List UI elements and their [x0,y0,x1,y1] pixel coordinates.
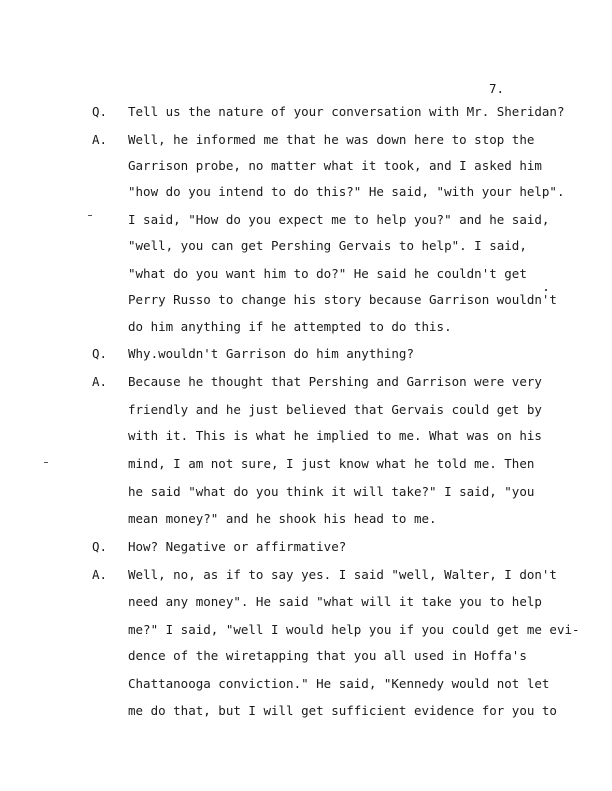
transcript-line [0,594,612,612]
line-text: Tell us the nature of your conversation with Mr. Sheridan? [128,104,565,119]
line-text: me do that, but I will get sufficient evidence for you to [128,703,557,718]
line-text: I said, "How do you expect me to help you?" and he said, [128,212,550,227]
scan-speck [545,289,547,291]
transcript-line [0,346,612,364]
transcript-line [0,567,612,585]
transcript-line [0,539,612,557]
line-text: "well, you can get Pershing Gervais to help". I said, [128,238,527,253]
speaker-label: A. [92,567,108,582]
line-text: Well, no, as if to say yes. I said "well, Walter, I don't [128,567,557,582]
line-text: Garrison probe, no matter what it took, and I asked him [128,158,542,173]
transcript-line [0,104,612,122]
speaker-label: Q. [92,104,108,119]
line-text: Why.wouldn't Garrison do him anything? [128,346,414,361]
line-text: me?" I said, "well I would help you if you could get me evi- [128,622,580,637]
line-text: Chattanooga conviction." He said, "Kennedy would not let [128,676,550,691]
speaker-label: A. [92,374,108,389]
line-text: dence of the wiretapping that you all used in Hoffa's [128,648,527,663]
transcript-line [0,703,612,721]
transcript-line [0,622,612,640]
line-text: Well, he informed me that he was down here to stop the [128,132,535,147]
speaker-label: A. [92,132,108,147]
line-text: mind, I am not sure, I just know what he told me. Then [128,456,535,471]
transcript-line [0,402,612,420]
line-text: with it. This is what he implied to me. What was on his [128,428,542,443]
transcript-line [0,319,612,337]
transcript-line [0,292,612,310]
speaker-label: Q. [92,539,108,554]
line-text: friendly and he just believed that Gervais could get by [128,402,542,417]
transcript-line [0,511,612,529]
page-number: 7. [489,81,505,96]
transcript-line [0,676,612,694]
transcript-line [0,132,612,150]
transcript-line [0,648,612,666]
line-text: need any money". He said "what will it take you to help [128,594,542,609]
line-text: do him anything if he attempted to do this. [128,319,452,334]
transcript-line [0,484,612,502]
transcript-line [0,374,612,392]
speaker-label: Q. [92,346,108,361]
line-text: How? Negative or affirmative? [128,539,347,554]
transcript-line [0,158,612,176]
line-text: mean money?" and he shook his head to me. [128,511,437,526]
transcript-line [0,266,612,284]
transcript-line [0,184,612,202]
line-text: Perry Russo to change his story because Garrison wouldn't [128,292,557,307]
scan-speck [88,215,92,216]
scan-speck [44,462,48,463]
transcript-line [0,238,612,256]
line-text: "how do you intend to do this?" He said, "with your help". [128,184,565,199]
transcript-line [0,456,612,474]
line-text: "what do you want him to do?" He said he couldn't get [128,266,527,281]
line-text: he said "what do you think it will take?" I said, "you [128,484,535,499]
transcript-line [0,428,612,446]
line-text: Because he thought that Pershing and Garrison were very [128,374,542,389]
